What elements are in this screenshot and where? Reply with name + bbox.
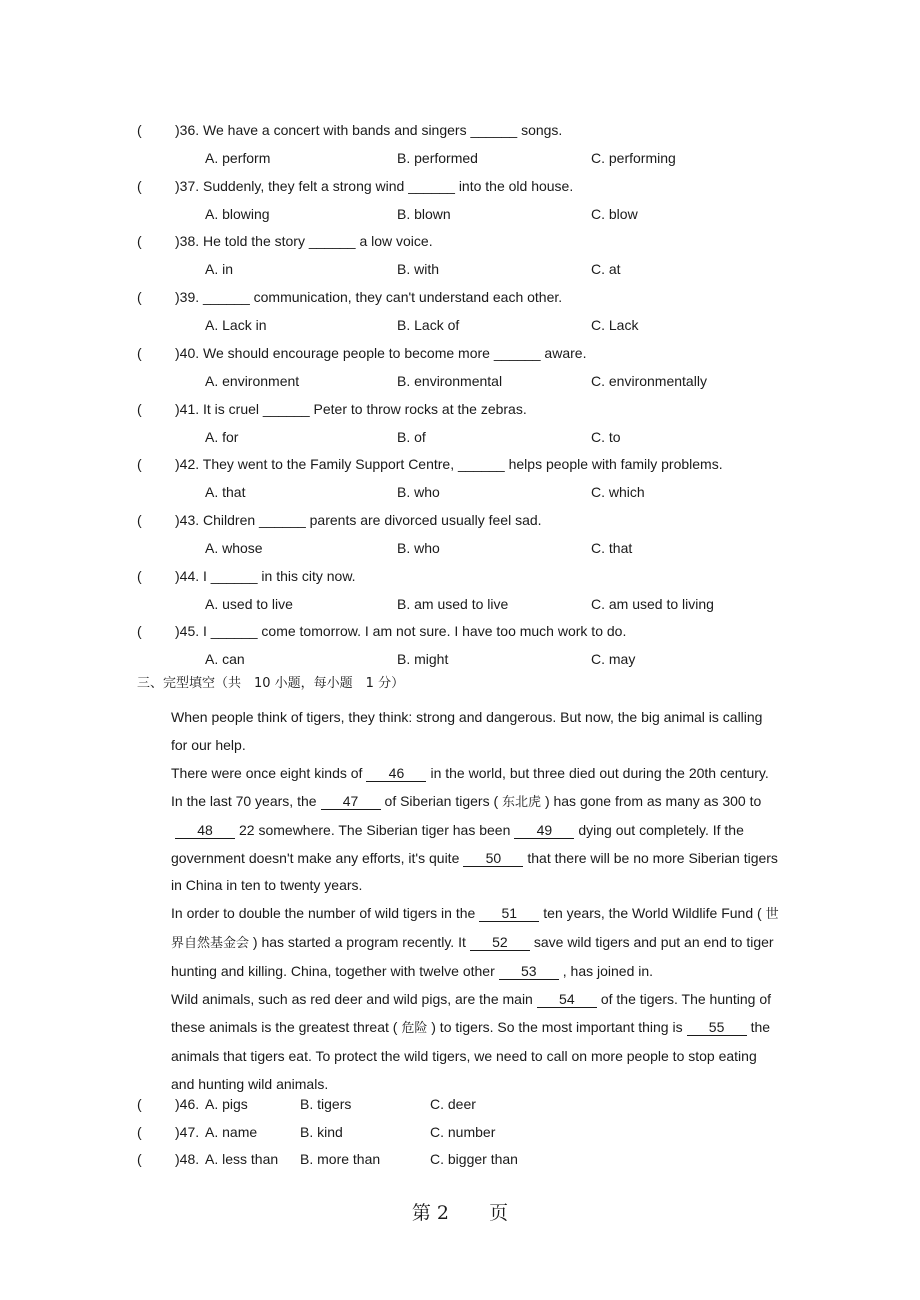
passage-text: that there will be no more Siberian tigers in China in ten to twenty years. — [171, 849, 778, 894]
passage-text: Wild animals, such as red deer and wild pigs, are the main — [171, 991, 533, 1008]
question-text — [175, 510, 542, 530]
passage-text: 22 somewhere. The Siberian tiger has been — [239, 821, 511, 838]
answer-paren: ( — [137, 400, 142, 417]
question-text — [175, 566, 356, 586]
option-c: C. environmentally — [591, 372, 707, 389]
option-c: C. which — [591, 484, 645, 501]
option-c: C. may — [591, 651, 636, 668]
option-c: C. number — [430, 1123, 496, 1140]
option-b: B. Lack of — [397, 317, 460, 334]
question-stem: We should encourage people to become more ______ aware. — [203, 344, 587, 361]
question-stem: We have a concert with bands and singers ______ songs. — [203, 122, 563, 138]
passage-text: dying out completely. If the government doesn't make any efforts, it's quite — [171, 821, 744, 866]
option-b: B. tigers — [300, 1096, 352, 1112]
answer-paren: ( — [137, 233, 142, 250]
question-number: )41. — [175, 400, 200, 417]
option-c: C. deer — [430, 1096, 476, 1112]
option-a: A. used to live — [205, 595, 293, 612]
question-number: )45. — [175, 623, 200, 640]
option-c: C. performing — [591, 150, 676, 166]
blank-51: 51 — [479, 905, 539, 922]
question-text — [175, 231, 433, 251]
passage-paragraph-1 — [137, 704, 782, 760]
option-b: B. with — [397, 261, 440, 278]
option-a: A. blowing — [205, 205, 270, 222]
question-number: )36. — [175, 122, 200, 138]
blank-53: 53 — [499, 963, 559, 980]
option-c: C. blow — [591, 205, 638, 222]
question-number: )42. — [175, 456, 200, 473]
chinese-gloss: 世界自然基金会 — [171, 907, 779, 952]
question-number: )39. — [175, 289, 200, 306]
passage-text: save wild tigers and put an end to tiger hunting and killing. China, together with twelve other — [171, 934, 774, 980]
question-number: )44. — [175, 567, 200, 584]
option-a: A. less than — [205, 1151, 279, 1167]
page-number — [0, 1198, 920, 1225]
question-stem: He told the story ______ a low voice. — [203, 233, 433, 250]
option-b: B. might — [397, 651, 449, 668]
blank-47: 47 — [321, 793, 381, 810]
passage-paragraph-2 — [137, 760, 782, 901]
passage-paragraph-4 — [137, 986, 782, 1099]
option-b: B. blown — [397, 205, 451, 222]
question-text — [175, 454, 723, 474]
chinese-gloss: 危险 — [401, 1020, 428, 1036]
question-number: )47. — [175, 1123, 200, 1140]
passage-text: of Siberian tigers ( — [384, 792, 499, 809]
option-c: C. Lack — [591, 317, 639, 334]
option-a: A. whose — [205, 539, 263, 556]
passage-text: In order to double the number of wild tigers in the — [171, 905, 476, 922]
passage-text: , has joined in. — [562, 963, 654, 980]
option-b: B. performed — [397, 150, 478, 166]
option-b: B. more than — [300, 1151, 381, 1167]
passage-text: There were once eight kinds of — [171, 764, 363, 781]
answer-paren: ( — [137, 289, 142, 306]
option-b: B. of — [397, 428, 426, 445]
option-b: B. who — [397, 484, 440, 501]
blank-49: 49 — [514, 822, 574, 839]
answer-paren: ( — [137, 1096, 142, 1112]
answer-paren: ( — [137, 623, 142, 640]
option-a: A. environment — [205, 372, 300, 389]
answer-paren: ( — [137, 1123, 142, 1140]
section-title: 三、完型填空（共 10 小题，每小题 1 分） — [137, 676, 405, 691]
option-a: A. for — [205, 428, 239, 445]
question-stem: Suddenly, they felt a strong wind ______ into the old house. — [203, 177, 574, 194]
page-number-text: 第 2 — [411, 1202, 450, 1224]
question-number: )48. — [175, 1151, 200, 1167]
question-text — [175, 120, 562, 140]
option-c: C. to — [591, 428, 621, 445]
blank-48: 48 — [175, 822, 235, 839]
answer-paren: ( — [137, 344, 142, 361]
question-stem: Children ______ parents are divorced usually feel sad. — [203, 511, 542, 528]
option-b: B. am used to live — [397, 595, 509, 612]
option-a: A. name — [205, 1123, 258, 1140]
option-c: C. bigger than — [430, 1151, 518, 1167]
answer-paren: ( — [137, 511, 142, 528]
answer-paren: ( — [137, 1151, 142, 1167]
question-text — [175, 621, 626, 641]
option-c: C. am used to living — [591, 595, 714, 612]
question-number: )40. — [175, 344, 200, 361]
question-text — [175, 287, 562, 307]
option-b: B. who — [397, 539, 440, 556]
option-c: C. that — [591, 539, 633, 556]
answer-paren: ( — [137, 567, 142, 584]
cloze-passage — [137, 704, 782, 1099]
question-number: )38. — [175, 233, 200, 250]
question-number: )37. — [175, 177, 200, 194]
blank-55: 55 — [687, 1019, 747, 1036]
option-a: A. perform — [205, 150, 271, 166]
passage-text: ten years, the World Wildlife Fund ( — [543, 905, 762, 922]
blank-54: 54 — [537, 991, 597, 1008]
option-a: A. can — [205, 651, 245, 668]
option-a: A. Lack in — [205, 317, 267, 334]
passage-text: in the world, but three died out during the 20th century. In the last 70 years, the — [171, 764, 769, 809]
passage-text: of the tigers. The hunting of these animals is the greatest threat ( — [171, 991, 772, 1035]
option-a: A. in — [205, 261, 234, 278]
question-stem: ______ communication, they can't understand each other. — [203, 289, 563, 306]
option-c: C. at — [591, 261, 621, 278]
option-b: B. environmental — [397, 372, 503, 389]
question-number: )43. — [175, 511, 200, 528]
question-stem: It is cruel ______ Peter to throw rocks at the zebras. — [203, 400, 527, 417]
option-b: B. kind — [300, 1123, 343, 1140]
blank-52: 52 — [470, 934, 530, 951]
question-stem: They went to the Family Support Centre, ______ helps people with family problems. — [202, 456, 723, 473]
blank-46: 46 — [366, 765, 426, 782]
question-text — [175, 176, 573, 196]
answer-paren: ( — [137, 122, 142, 138]
answer-paren: ( — [137, 456, 142, 473]
option-a: A. pigs — [205, 1096, 248, 1112]
option-a: A. that — [205, 484, 246, 501]
question-text — [175, 399, 527, 419]
passage-paragraph-3 — [137, 900, 782, 986]
question-number: )46. — [175, 1096, 200, 1112]
question-stem: I ______ come tomorrow. I am not sure. I have too much work to do. — [203, 623, 627, 640]
passage-text: the animals that tigers eat. To protect the wild tigers, we need to call on more people to stop eating and hunting wild animals. — [171, 1018, 771, 1092]
passage-text: When people think of tigers, they think: strong and dangerous. But now, the big animal is calling for our help. — [171, 709, 763, 753]
question-text — [175, 343, 586, 363]
passage-text: ) to tigers. So the most important thing is — [431, 1018, 683, 1035]
page-label: 页 — [489, 1202, 509, 1224]
chinese-gloss: 东北虎 — [502, 794, 542, 810]
answer-paren: ( — [137, 177, 142, 194]
passage-text: ) has gone from as many as 300 to — [544, 792, 762, 809]
question-stem: I ______ in this city now. — [203, 567, 356, 584]
blank-50: 50 — [463, 850, 523, 867]
passage-text: ) has started a program recently. It — [252, 934, 466, 951]
